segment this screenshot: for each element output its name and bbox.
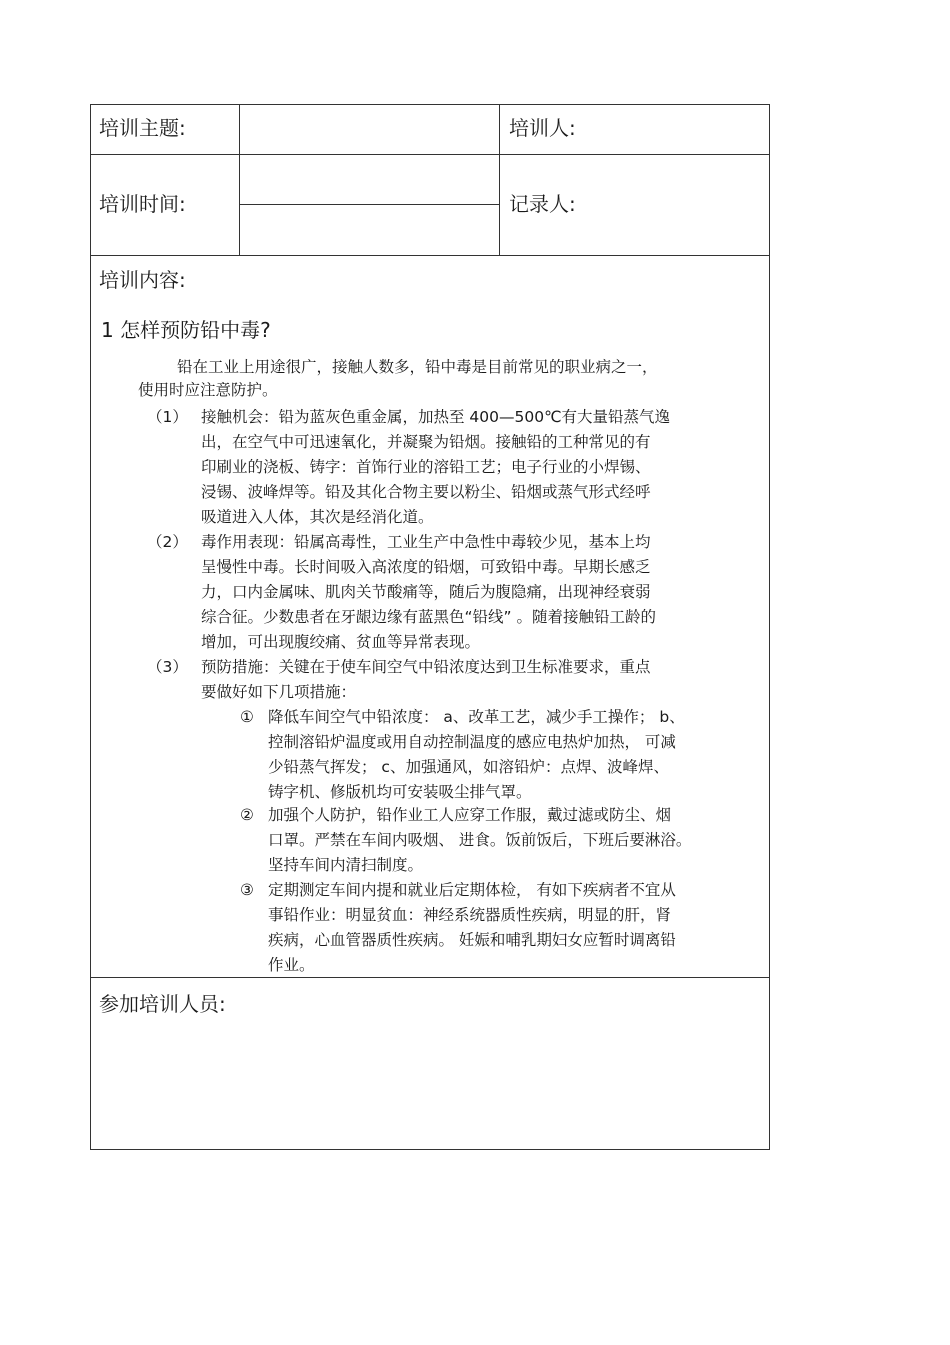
measure-line: 定期测定车间内提和就业后定期体检， 有如下疾病者不宜从 (268, 881, 676, 899)
intro-line: 铅在工业上用途很广，接触人数多，铅中毒是目前常见的职业病之一， (177, 358, 658, 376)
item-line: 增加，可出现腹绞痛、贫血等异常表现。 (201, 633, 481, 651)
row-divider-2 (90, 255, 770, 256)
content-label: 培训内容: (99, 268, 186, 292)
item-line: 预防措施：关键在于使车间空气中铅浓度达到卫生标准要求，重点 (201, 658, 651, 676)
item-line: 吸道进入人体，其次是经消化道。 (201, 508, 434, 526)
measure-line: 加强个人防护，铅作业工人应穿工作服，戴过滤或防尘、烟 (268, 806, 672, 824)
measure-line: 口罩。严禁在车间内吸烟、 进食。饭前饭后，下班后要淋浴。 (268, 831, 692, 849)
row-divider-1 (90, 154, 770, 155)
row-divider-3 (90, 977, 770, 978)
training-record-form (90, 104, 770, 1150)
measure-line: 坚持车间内清扫制度。 (268, 856, 424, 874)
item-line: 出，在空气中可迅速氧化，并凝聚为铅烟。接触铅的工种常见的有 (201, 433, 651, 451)
item-line: 呈慢性中毒。长时间吸入高浓度的铅烟，可致铅中毒。早期长感乏 (201, 558, 651, 576)
item-line: 接触机会：铅为蓝灰色重金属，加热至 400—500℃有大量铅蒸气逸 (201, 408, 671, 426)
measure-line: 控制溶铅炉温度或用自动控制温度的感应电热炉加热， 可减 (268, 733, 676, 751)
item-number: （3） (147, 658, 188, 676)
topic-label: 培训主题: (99, 116, 186, 140)
measure-line: 铸字机、修版机均可安装吸尘排气罩。 (268, 783, 532, 801)
time-label: 培训时间: (99, 192, 186, 216)
item-line: 要做好如下几项措施： (201, 683, 357, 701)
col-divider-2 (499, 104, 500, 255)
item-line: 力，口内金属味、肌肉关节酸痛等，随后为腹隐痛，出现神经衰弱 (201, 583, 651, 601)
measure-line: 降低车间空气中铅浓度： a、改革工艺，减少手工操作； b、 (268, 708, 685, 726)
item-number: （2） (147, 533, 188, 551)
measure-number: ① (240, 708, 254, 726)
time-split-line (239, 204, 500, 205)
measure-line: 作业。 (268, 956, 315, 974)
measure-line: 少铅蒸气挥发； c、加强通风，如溶铅炉：点焊、波峰焊、 (268, 758, 669, 776)
recorder-label: 记录人: (509, 192, 576, 216)
item-line: 毒作用表现：铅属高毒性，工业生产中急性中毒较少见，基本上均 (201, 533, 651, 551)
content-title: 1 怎样预防铅中毒? (101, 318, 271, 342)
item-line: 综合征。少数患者在牙龈边缘有蓝黑色“铅线” 。随着接触铅工龄的 (201, 608, 656, 626)
col-divider-1 (239, 104, 240, 255)
trainer-label: 培训人: (509, 116, 576, 140)
item-line: 印刷业的浇板、铸字：首饰行业的溶铅工艺；电子行业的小焊锡、 (201, 458, 651, 476)
item-line: 浸锡、波峰焊等。铅及其化合物主要以粉尘、铅烟或蒸气形式经呼 (201, 483, 651, 501)
participants-label: 参加培训人员: (99, 992, 226, 1016)
item-number: （1） (147, 408, 188, 426)
measure-line: 事铅作业：明显贫血：神经系统器质性疾病，明显的肝，肾 (268, 906, 672, 924)
measure-line: 疾病，心血管器质性疾病。 妊娠和哺乳期妇女应暂时调离铅 (268, 931, 676, 949)
measure-number: ② (240, 806, 254, 824)
intro-line: 使用时应注意防护。 (138, 381, 278, 399)
measure-number: ③ (240, 881, 254, 899)
